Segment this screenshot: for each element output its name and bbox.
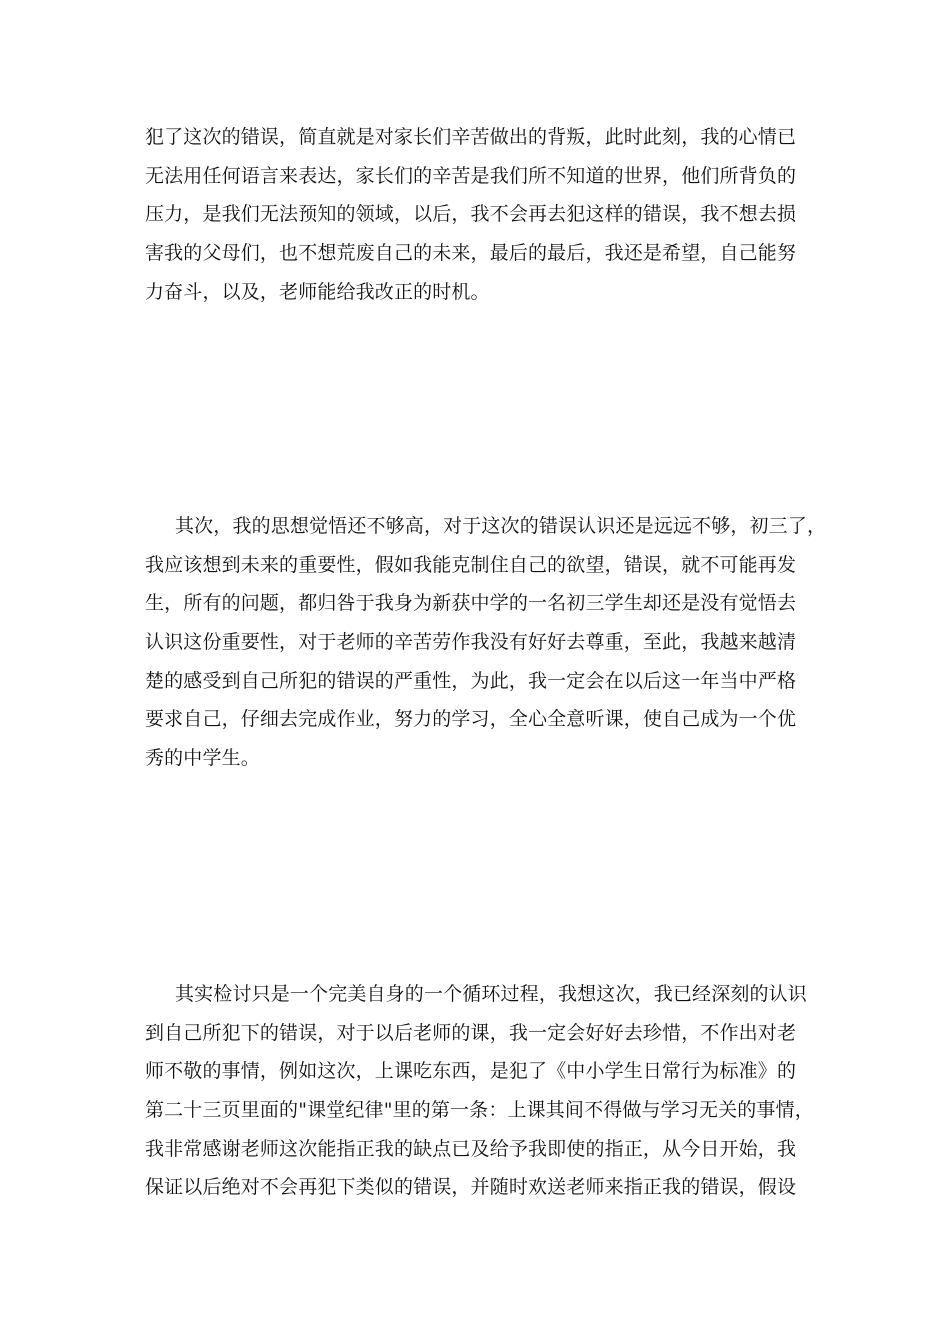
paragraph-3 [145, 975, 815, 1207]
text-line: 其次，我的思想觉悟还不够高，对于这次的错误认识还是远远不够，初三了， [175, 515, 827, 537]
text-line: 到自己所犯下的错误，对于以后老师的课，我一定会好好去珍惜，不作出对老 [145, 1021, 797, 1044]
text-line: 无法用任何语言来表达，家长们的辛苦是我们所不知道的世界，他们所背负的 [145, 164, 797, 187]
text-line: 秀的中学生。 [145, 747, 260, 770]
text-line: 压力，是我们无法预知的领域，以后，我不会再去犯这样的错误，我不想去损 [145, 203, 797, 226]
paragraph-1 [145, 118, 815, 311]
paragraph-2 [145, 507, 827, 778]
text-line: 第二十三页里面的"课堂纪律"里的第一条：上课其间不得做与学习无关的事情， [145, 1099, 814, 1122]
text-line: 我非常感谢老师这次能指正我的缺点已及给予我即使的指正，从今日开始，我 [145, 1137, 797, 1160]
text-line: 我应该想到未来的重要性，假如我能克制住自己的欲望，错误，就不可能再发 [145, 553, 797, 576]
text-line: 认识这份重要性，对于老师的辛苦劳作我没有好好去尊重，至此，我越来越清 [145, 631, 797, 654]
text-line: 犯了这次的错误，简直就是对家长们辛苦做出的背叛，此时此刻，我的心情已 [145, 126, 797, 148]
text-line: 保证以后绝对不会再犯下类似的错误，并随时欢送老师来指正我的错误，假设 [145, 1176, 797, 1199]
text-line: 生，所有的问题，都归咎于我身为新获中学的一名初三学生却还是没有觉悟去 [145, 592, 797, 615]
text-line: 力奋斗，以及，老师能给我改正的时机。 [145, 280, 490, 303]
text-line: 其实检讨只是一个完美自身的一个循环过程，我想这次，我已经深刻的认识 [175, 983, 807, 1005]
text-line: 要求自己，仔细去完成作业，努力的学习，全心全意听课，使自己成为一个优 [145, 708, 797, 731]
text-line: 师不敬的事情，例如这次，上课吃东西，是犯了《中小学生日常行为标准》的 [145, 1060, 797, 1083]
text-line: 楚的感受到自己所犯的错误的严重性，为此，我一定会在以后这一年当中严格 [145, 669, 797, 692]
text-line: 害我的父母们，也不想荒废自己的未来，最后的最后，我还是希望，自己能努 [145, 242, 797, 265]
